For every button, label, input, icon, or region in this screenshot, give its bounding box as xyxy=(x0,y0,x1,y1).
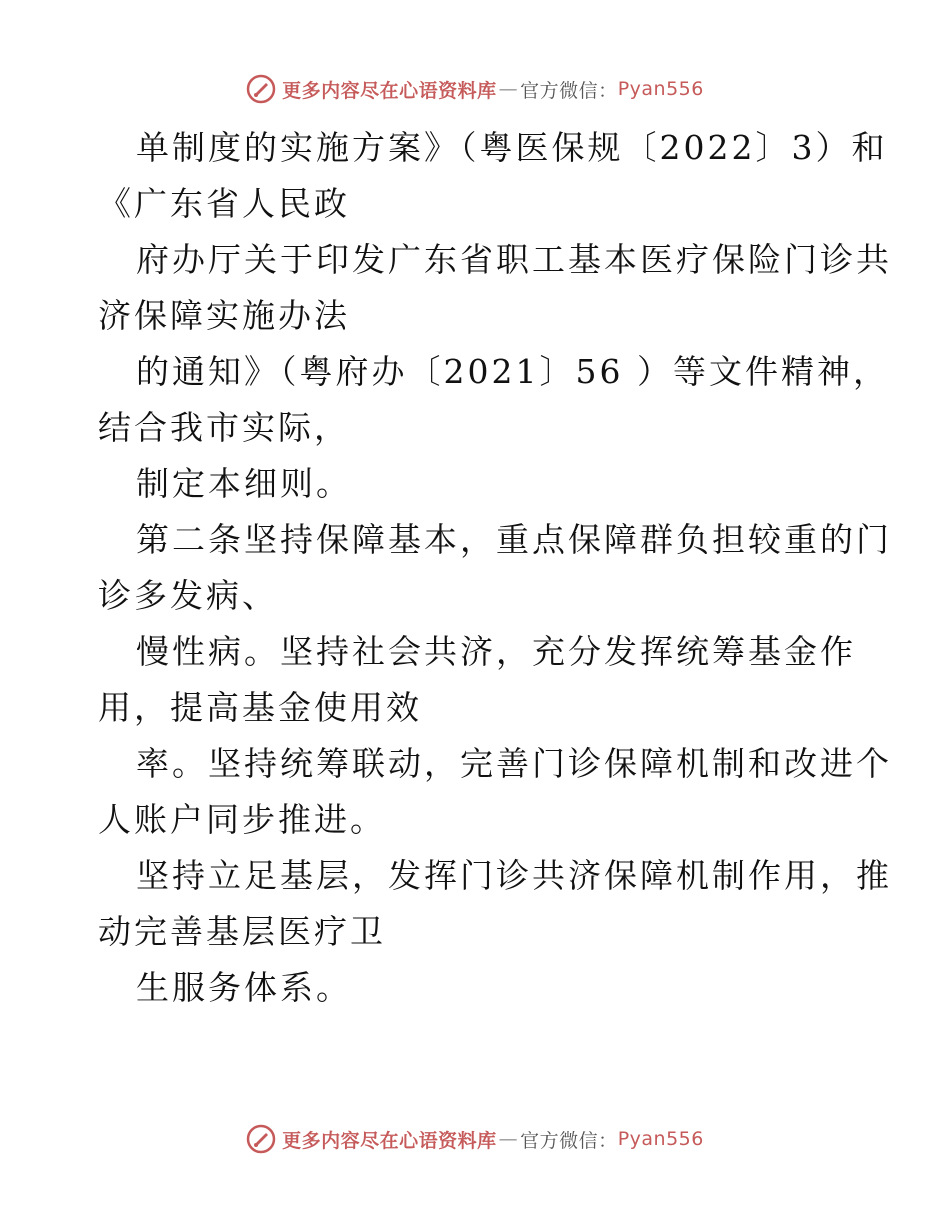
body-line: 慢性病。坚持社会共济，充分发挥统筹基金作 xyxy=(136,632,856,671)
watermark-label: 官方微信： xyxy=(520,79,618,102)
body-line: 生服务体系。 xyxy=(136,968,352,1007)
body-line: 第二条坚持保障基本，重点保障群负担较重的门 xyxy=(136,520,892,559)
body-line: 《广东省人民政 xyxy=(98,184,350,223)
watermark-wechat-id: Pyan556 xyxy=(617,1128,704,1150)
watermark-brand: 更多内容尽在心语资料库 xyxy=(282,79,497,102)
watermark-wechat-id: Pyan556 xyxy=(617,78,704,100)
body-line: 用，提高基金使用效 xyxy=(98,688,422,727)
body-line: 率。坚持统筹联动，完善门诊保障机制和改进个 xyxy=(136,744,892,783)
body-line: 坚持立足基层，发挥门诊共济保障机制作用，推 xyxy=(136,856,892,895)
seal-logo-icon xyxy=(246,1124,276,1154)
body-line: 济保障实施办法 xyxy=(98,296,350,335)
body-line: 结合我市实际， xyxy=(98,408,350,447)
body-line: 单制度的实施方案》（粤医保规〔2022〕3）和 xyxy=(136,128,888,167)
document-body xyxy=(98,120,892,1016)
body-line: 人账户同步推进。 xyxy=(98,800,386,839)
body-line: 制定本细则。 xyxy=(136,464,352,503)
body-line: 动完善基层医疗卫 xyxy=(98,912,386,951)
header-watermark xyxy=(0,74,950,104)
watermark-separator: — xyxy=(498,1128,519,1150)
seal-logo-icon xyxy=(246,74,276,104)
watermark-brand: 更多内容尽在心语资料库 xyxy=(282,1129,497,1152)
body-line: 的通知》（粤府办〔2021〕56 ）等文件精神， xyxy=(136,352,889,391)
watermark-separator: — xyxy=(498,78,519,100)
body-line: 府办厅关于印发广东省职工基本医疗保险门诊共 xyxy=(136,240,892,279)
body-line: 诊多发病、 xyxy=(98,576,278,615)
footer-watermark xyxy=(0,1124,950,1154)
watermark-label: 官方微信： xyxy=(520,1129,618,1152)
